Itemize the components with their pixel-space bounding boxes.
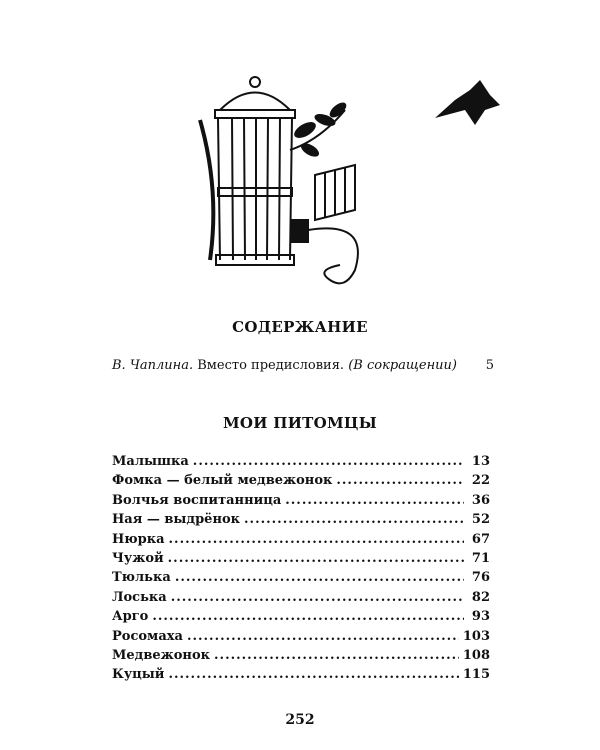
leader-dots <box>336 473 464 488</box>
intro-title: Вместо предисловия. <box>197 358 345 373</box>
leader-dots <box>244 512 464 527</box>
leader-dots <box>285 493 464 508</box>
entry-title: Арго <box>112 609 149 625</box>
leader-dots <box>193 454 464 469</box>
entry-title: Ная — выдрёнок <box>112 512 241 528</box>
entry-page: 22 <box>471 473 490 489</box>
entry-page: 52 <box>471 512 490 528</box>
entry-page: 103 <box>462 628 490 644</box>
leader-dots <box>168 551 464 566</box>
entry-page: 71 <box>471 550 490 566</box>
toc-entry[interactable] <box>112 667 490 686</box>
page-number: 252 <box>285 712 315 728</box>
toc-entry[interactable] <box>112 629 490 648</box>
entry-title: Нюрка <box>112 531 165 547</box>
toc-entry[interactable] <box>112 493 490 512</box>
toc-entry[interactable] <box>112 570 490 589</box>
entry-page: 93 <box>471 609 490 625</box>
toc-entry[interactable] <box>112 609 490 628</box>
entry-page: 13 <box>471 454 490 469</box>
entry-title: Фомка — белый медвежонок <box>112 473 333 489</box>
entry-title: Чужой <box>112 550 164 566</box>
entry-title: Волчья воспитанница <box>112 492 282 508</box>
entry-title: Тюлька <box>112 570 171 586</box>
leader-dots <box>169 532 464 547</box>
entry-title: Лоська <box>112 589 167 605</box>
intro-author: В. Чаплина. <box>112 358 194 373</box>
bird-icon <box>435 80 500 125</box>
toc-entry[interactable] <box>112 454 490 473</box>
toc-entry[interactable] <box>112 648 490 667</box>
intro-note: (В сокращении) <box>348 358 457 373</box>
entry-page: 36 <box>471 492 490 508</box>
leader-dots <box>175 570 464 585</box>
leader-dots <box>214 648 459 663</box>
entry-page: 76 <box>471 570 490 586</box>
intro-entry[interactable] <box>112 358 494 373</box>
toc-entry[interactable] <box>112 473 490 492</box>
toc-entry[interactable] <box>112 532 490 551</box>
section-heading: МОИ ПИТОМЦЫ <box>222 414 378 432</box>
entry-page: 67 <box>471 531 490 547</box>
leader-dots <box>171 590 464 605</box>
entry-title: Куцый <box>112 667 165 683</box>
leader-dots <box>187 629 459 644</box>
entry-title: Росомаха <box>112 628 183 644</box>
toc-entry[interactable] <box>112 512 490 531</box>
entry-page: 108 <box>462 647 490 663</box>
toc-entry[interactable] <box>112 590 490 609</box>
entry-page: 115 <box>462 667 490 683</box>
toc-list <box>112 454 490 687</box>
leader-dots <box>168 667 458 682</box>
birdcage-illustration <box>180 70 510 295</box>
intro-page: 5 <box>485 358 494 373</box>
toc-entry[interactable] <box>112 551 490 570</box>
contents-heading: СОДЕРЖАНИЕ <box>232 318 368 336</box>
entry-page: 82 <box>471 589 490 605</box>
leader-dots <box>152 609 464 624</box>
entry-title: Малышка <box>112 454 189 469</box>
entry-title: Медвежонок <box>112 647 211 663</box>
